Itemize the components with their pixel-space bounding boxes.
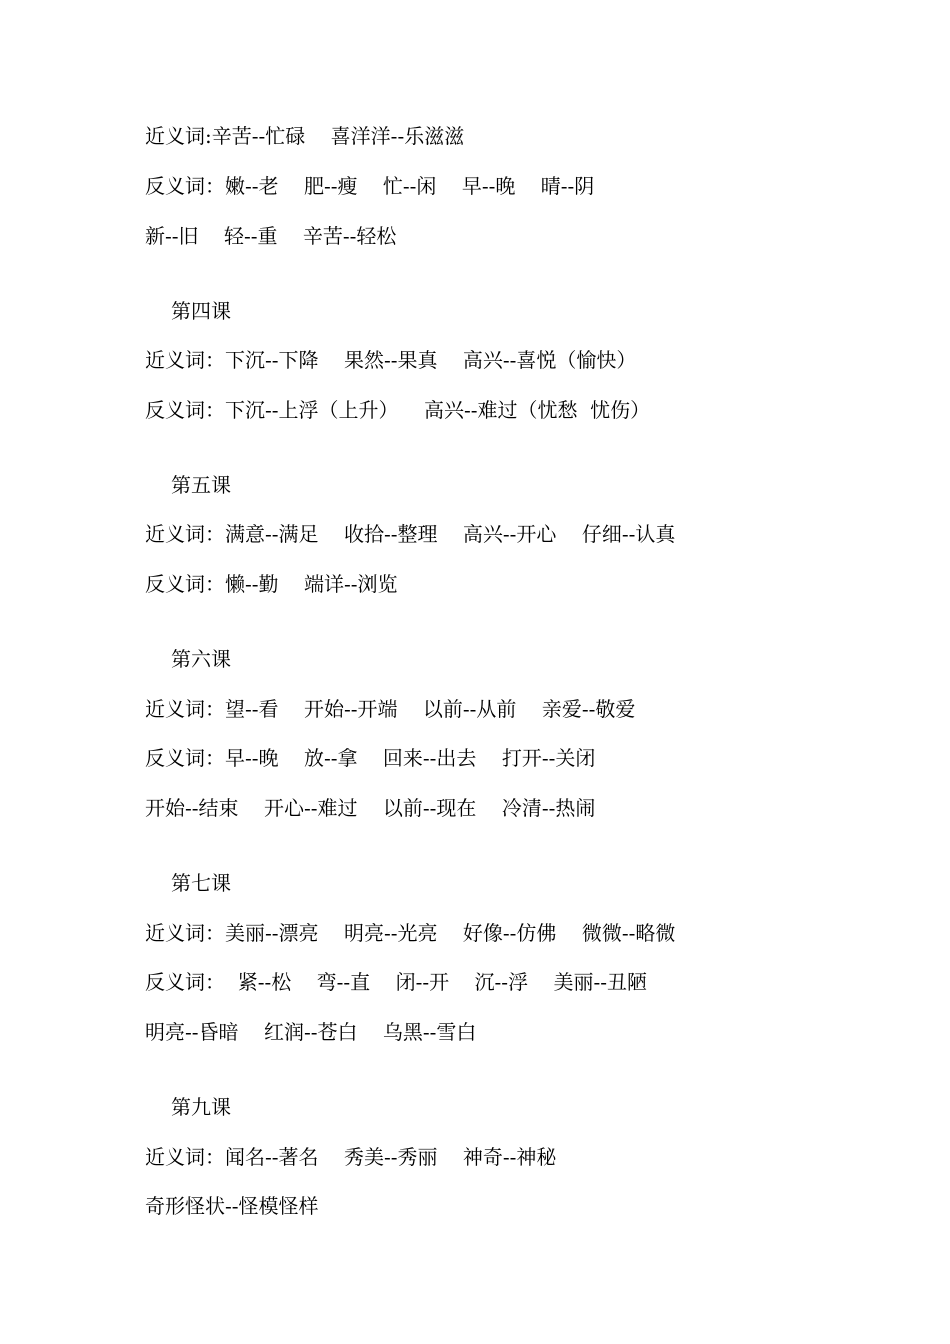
lesson6-heading: 第六课 xyxy=(171,647,231,671)
lesson5-synonyms-line: 近义词：满意--满足 收拾--整理 高兴--开心 仔细--认真 xyxy=(145,522,676,546)
lesson3-antonyms-line-1: 反义词：嫩--老 肥--瘦 忙--闲 早--晚 晴--阴 xyxy=(145,174,595,198)
lesson7-synonyms-line: 近义词：美丽--漂亮 明亮--光亮 好像--仿佛 微微--略微 xyxy=(145,921,676,945)
lesson9-heading: 第九课 xyxy=(171,1095,231,1119)
lesson6-antonyms-line-1: 反义词：早--晚 放--拿 回来--出去 打开--关闭 xyxy=(145,746,596,770)
lesson4-heading: 第四课 xyxy=(171,299,231,323)
lesson7-heading: 第七课 xyxy=(171,871,231,895)
lesson3-antonyms-line-2: 新--旧 轻--重 辛苦--轻松 xyxy=(145,224,397,248)
lesson7-antonyms-line-1: 反义词： 紧--松 弯--直 闭--开 沉--浮 美丽--丑陋 xyxy=(145,970,648,994)
lesson4-antonyms-line: 反义词：下沉--上浮（上升） 高兴--难过（忧愁 忧伤） xyxy=(145,398,651,422)
lesson5-antonyms-line: 反义词：懒--勤 端详--浏览 xyxy=(145,572,398,596)
lesson6-synonyms-line: 近义词：望--看 开始--开端 以前--从前 亲爱--敬爱 xyxy=(145,697,636,721)
lesson4-synonyms-line: 近义词：下沉--下降 果然--果真 高兴--喜悦（愉快） xyxy=(145,348,637,372)
lesson5-heading: 第五课 xyxy=(171,473,231,497)
lesson7-antonyms-line-2: 明亮--昏暗 红润--苍白 乌黑--雪白 xyxy=(145,1020,477,1044)
lesson3-synonyms-line: 近义词:辛苦--忙碌 喜洋洋--乐滋滋 xyxy=(145,124,465,148)
lesson9-synonyms-line-2: 奇形怪状--怪模怪样 xyxy=(145,1194,319,1218)
lesson9-synonyms-line-1: 近义词：闻名--著名 秀美--秀丽 神奇--神秘 xyxy=(145,1145,557,1169)
lesson6-antonyms-line-2: 开始--结束 开心--难过 以前--现在 冷清--热闹 xyxy=(145,796,596,820)
